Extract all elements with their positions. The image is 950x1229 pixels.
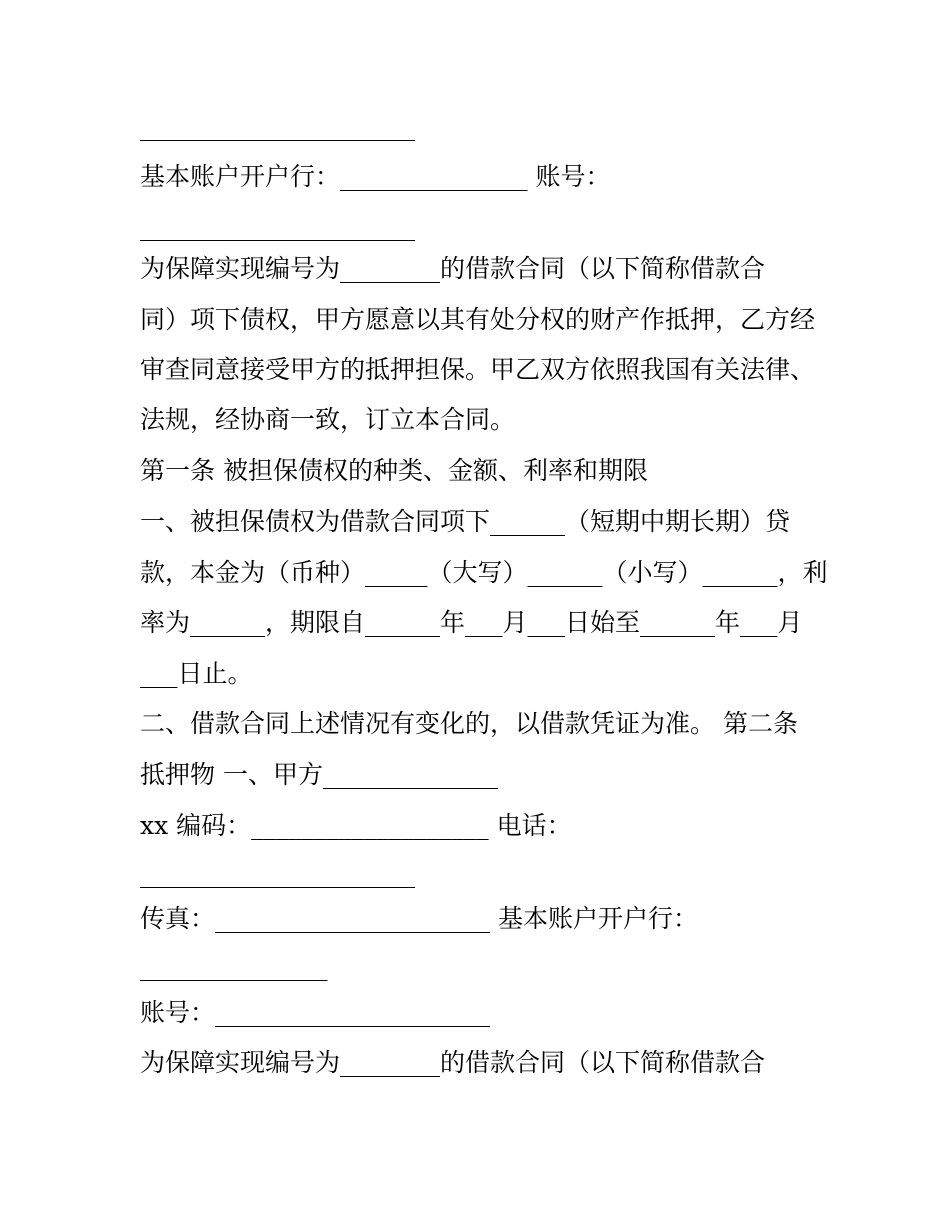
section-heading: 第一条 被担保债权的种类、金额、利率和期限 (140, 456, 648, 485)
text-line: 基本账户开户行：_______________ 账号： (140, 162, 611, 191)
text-line: 为保障实现编号为________的借款合同（以下简称借款合 (140, 1048, 766, 1077)
text-line: 款，本金为（币种）_____（大写）______（小写）______，利 (140, 558, 828, 587)
text-line: 同）项下债权，甲方愿意以其有处分权的财产作抵押，乙方经 (140, 305, 816, 334)
text-line: 率为______，期限自______年___月___日始至______年___月 (140, 608, 803, 637)
text-line: xx 编码：___________________ 电话： (140, 811, 572, 840)
text-line: ___日止。 (140, 659, 253, 688)
text-line: ______________________ (140, 112, 415, 141)
text-line: ______________________ (140, 212, 415, 241)
text-line: 传真：______________________ 基本账户开户行： (140, 904, 698, 933)
text-line: 为保障实现编号为________的借款合同（以下简称借款合 (140, 254, 766, 283)
text-line: 法规，经协商一致，订立本合同。 (140, 405, 516, 434)
text-line: _______________ (140, 952, 328, 981)
text-line: ______________________ (140, 859, 415, 888)
text-line: 账号：______________________ (140, 998, 491, 1027)
text-line: 抵押物 一、甲方______________ (140, 760, 498, 789)
text-line: 一、被担保债权为借款合同项下______（短期中期长期）贷 (140, 507, 791, 536)
text-line: 审查同意接受甲方的抵押担保。甲乙双方依照我国有关法律、 (140, 355, 816, 384)
text-line: 二、借款合同上述情况有变化的，以借款凭证为准。 第二条 (140, 709, 798, 738)
